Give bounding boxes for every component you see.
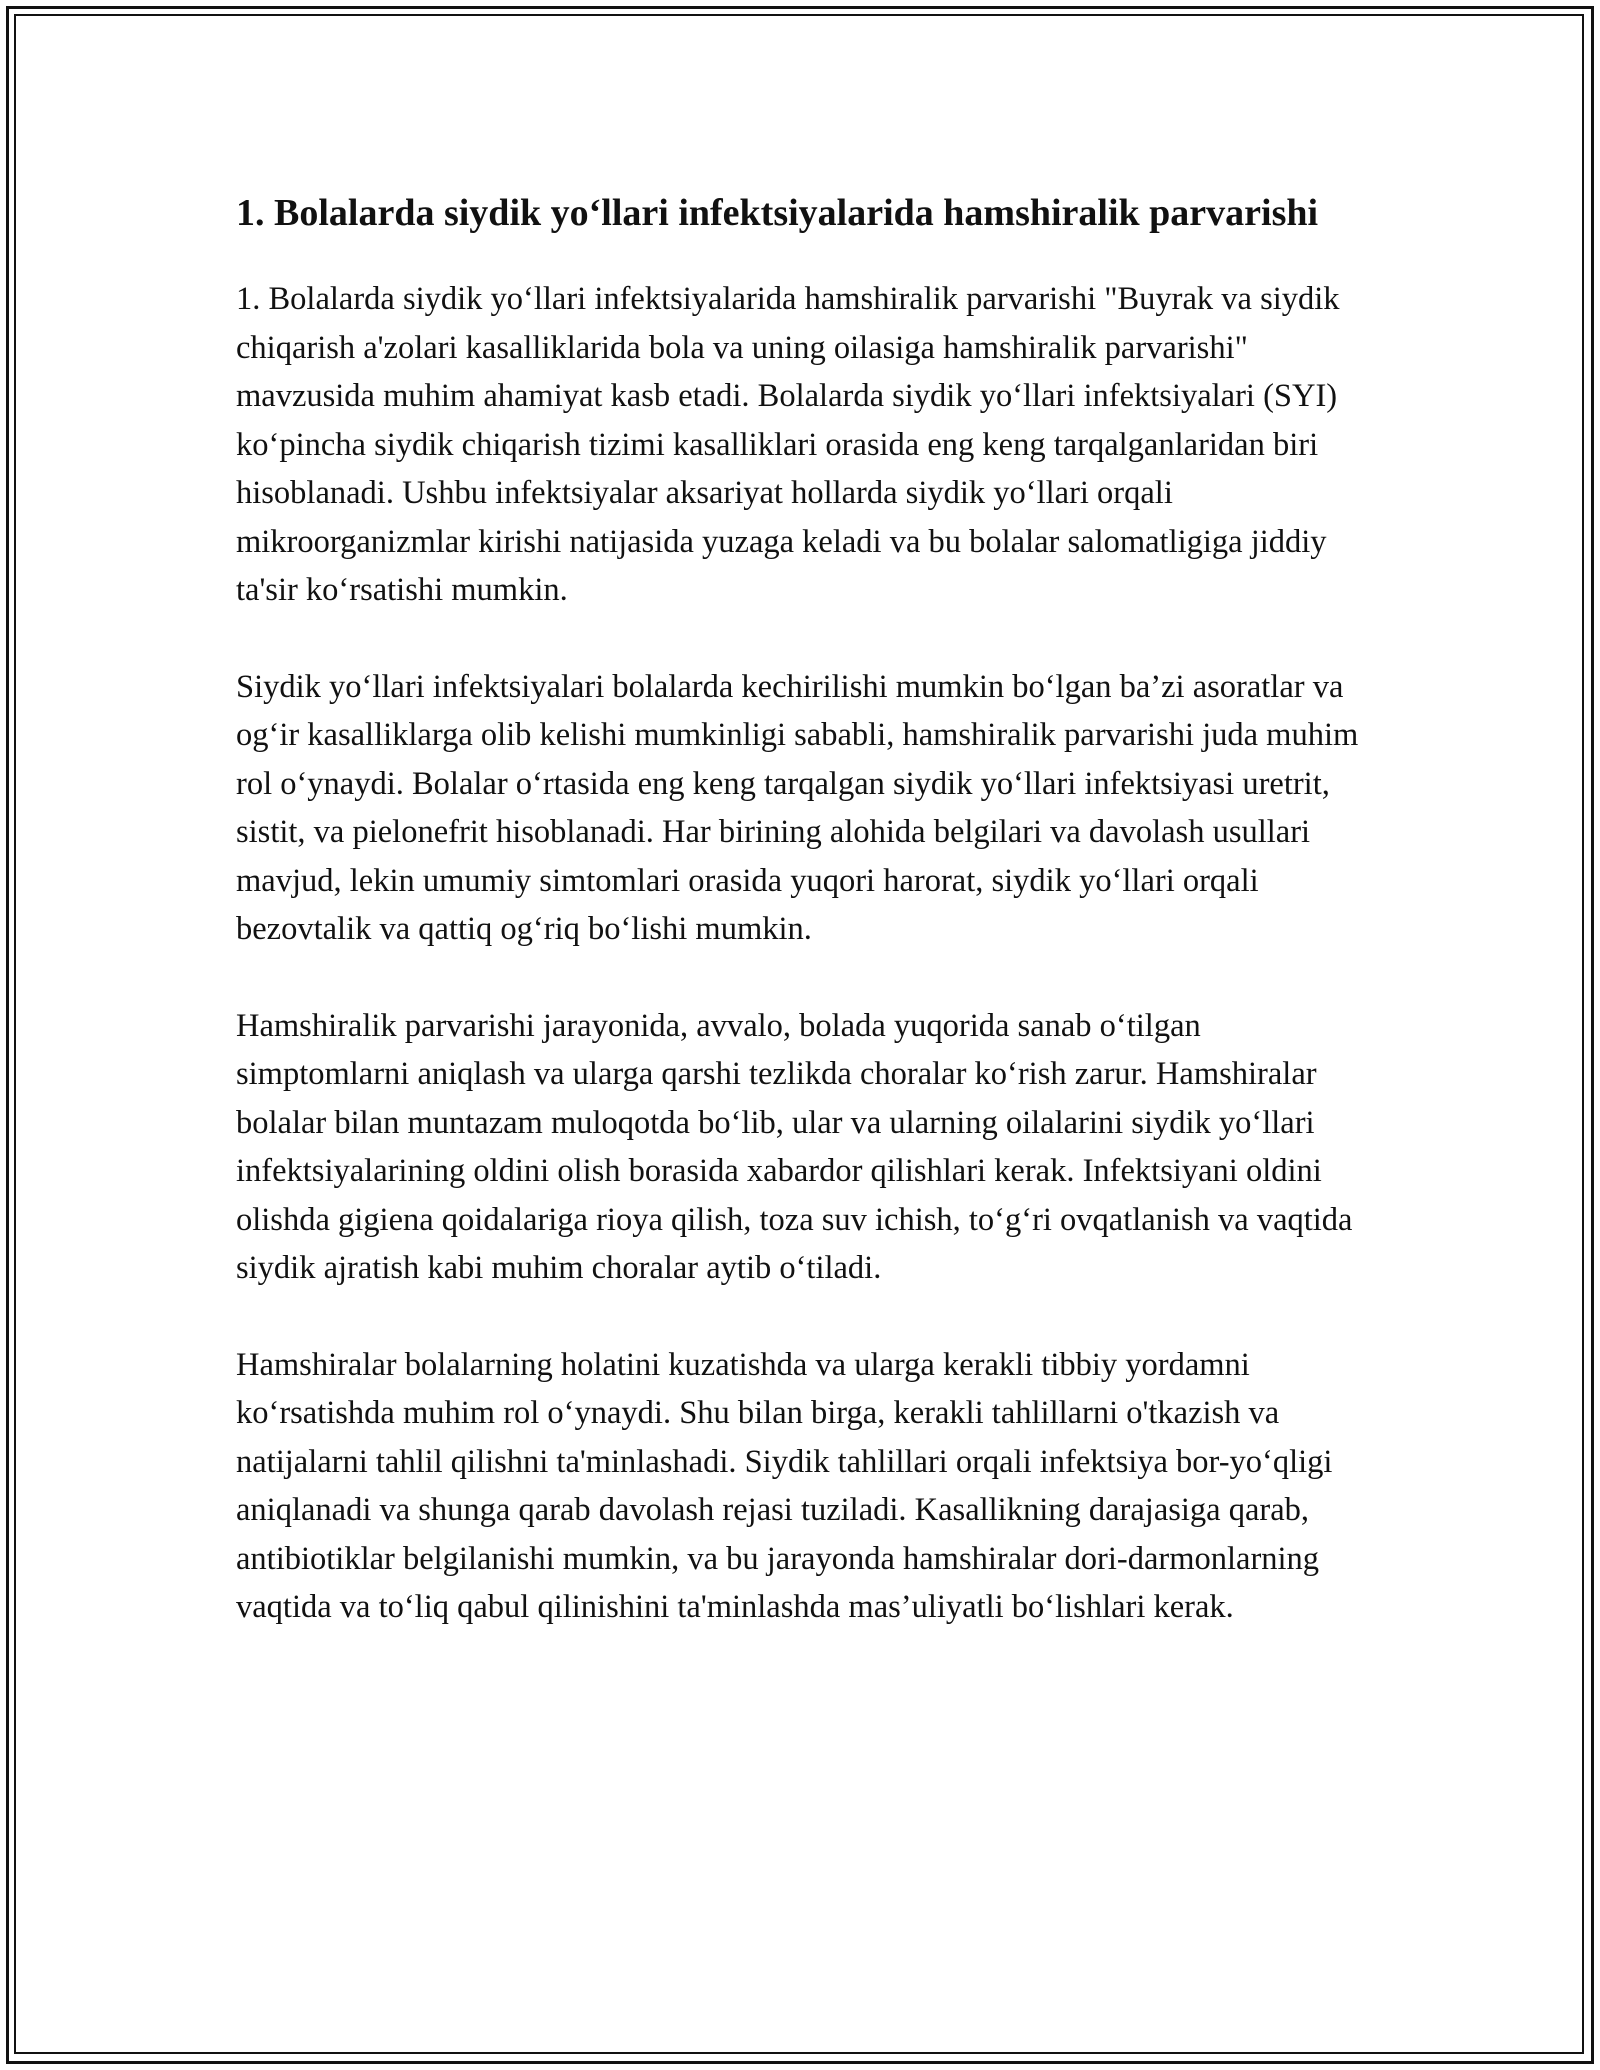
document-body xyxy=(236,186,1376,1680)
paragraph-2: Siydik yo‘llari infektsiyalari bolalarda kechirilishi mumkin bo‘lgan ba’zi asoratlar va og‘ir kasalliklarga olib kelishi mumkinligi sababli, hamshiralik parvarishi juda muhim rol o‘ynaydi. Bolalar o‘rtasida eng keng tarqalgan siydik yo‘llari infektsiyasi uretrit, sistit, va pielonefrit hisoblanadi. Har birining alohida belgilari va davolash usullari mavjud, lekin umumiy simtomlari orasida yuqori harorat, siydik yo‘llari orqali bezovtalik va qattiq og‘riq bo‘lishi mumkin. xyxy=(236,668,1359,947)
paragraph-4: Hamshiralar bolalarning holatini kuzatishda va ularga kerakli tibbiy yordamni ko‘rsatishda muhim rol o‘ynaydi. Shu bilan birga, kerakli tahlillarni o'tkazish va natijalarni tahlil qilishni ta'minlashadi. Siydik tahlillari orqali infektsiya bor-yo‘qligi aniqlanadi va shunga qarab davolash rejasi tuziladi. Kasallikning darajasiga qarab, antibiotiklar belgilanishi mumkin, va bu jarayonda hamshiralar dori-darmonlarning vaqtida va to‘liq qabul qilinishini ta'minlashda mas’uliyatli bo‘lishlari kerak. xyxy=(236,1346,1333,1625)
paragraph-3: Hamshiralik parvarishi jarayonida, avvalo, bolada yuqorida sanab o‘tilgan simptomlarni aniqlash va ularga qarshi tezlikda choralar ko‘rish zarur. Hamshiralar bolalar bilan muntazam muloqotda bo‘lib, ular va ularning oilalarini siydik yo‘llari infektsiyalarining oldini olish borasida xabardor qilishlari kerak. Infektsiyani oldini olishda gigiena qoidalariga rioya qilish, toza suv ichish, to‘g‘ri ovqatlanish va vaqtida siydik ajratish kabi muhim choralar aytib o‘tiladi. xyxy=(236,1007,1353,1286)
paragraph-1: 1. Bolalarda siydik yo‘llari infektsiyalarida hamshiralik parvarishi "Buyrak va siydik chiqarish a'zolari kasalliklarida bola va uning oilasiga hamshiralik parvarishi" mavzusida muhim ahamiyat kasb etadi. Bolalarda siydik yo‘llari infektsiyalari (SYI) ko‘pincha siydik chiqarish tizimi kasalliklari orasida eng keng tarqalganlaridan biri hisoblanadi. Ushbu infektsiyalar aksariyat hollarda siydik yo‘llari orqali mikroorganizmlar kirishi natijasida yuzaga keladi va bu bolalar salomatligiga jiddiy ta'sir ko‘rsatishi mumkin. xyxy=(236,281,1340,608)
document-title: 1. Bolalarda siydik yo‘llari infektsiyalarida hamshiralik parvarishi xyxy=(236,192,1319,234)
